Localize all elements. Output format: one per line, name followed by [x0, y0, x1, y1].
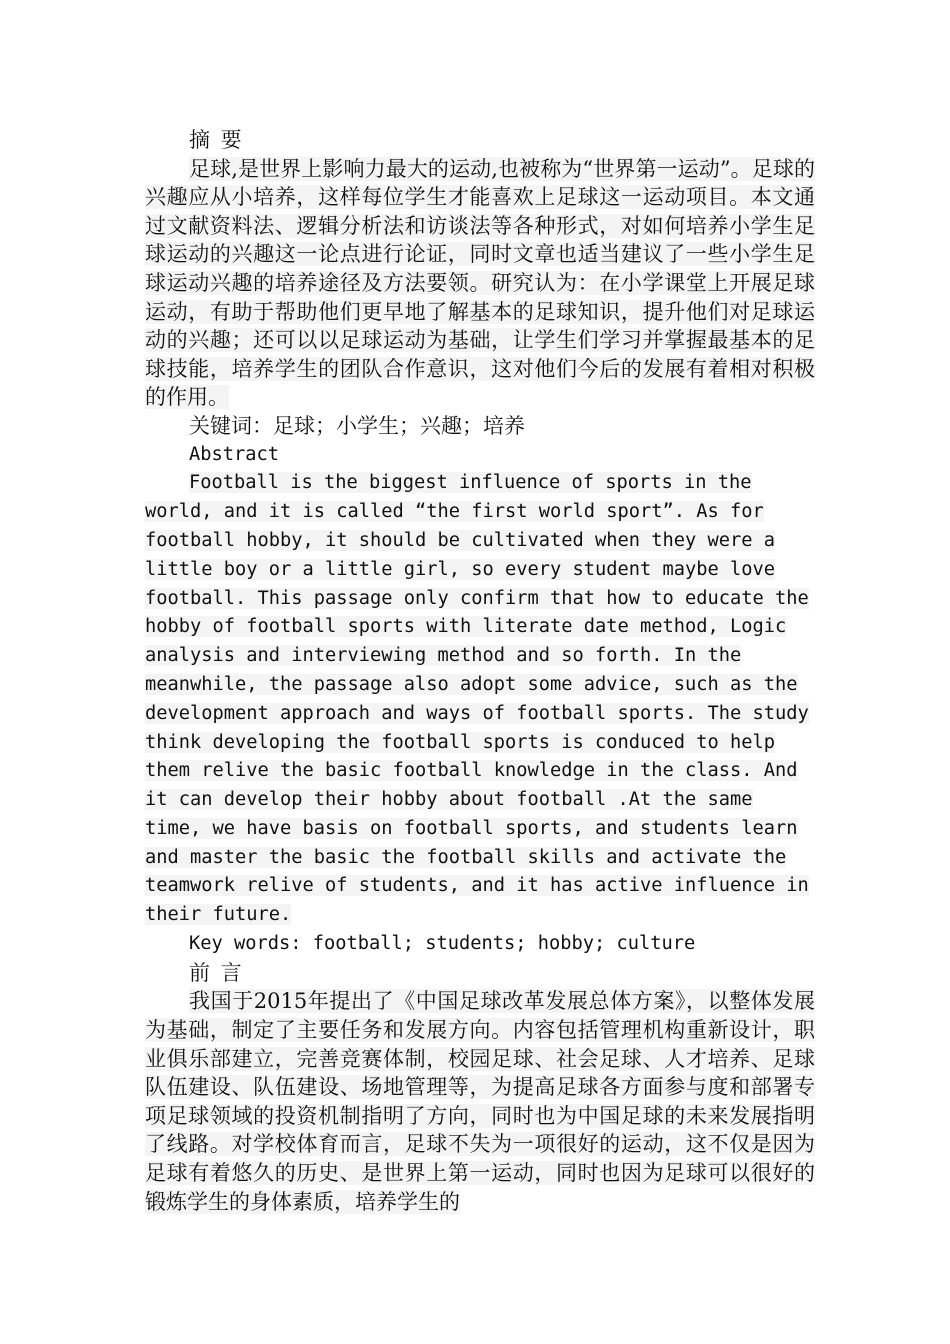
abstract-cn-text: 足球,是世界上影响力最大的运动,也被称为“世界第一运动”。足球的兴趣应从小培养，这样每位学生才能喜欢上足球这一运动项目。本文通过文献资料法、逻辑分析法和访谈法等各种形式，对如何培养小学生足球运动的兴趣这一论点进行论证，同时文章也适当建议了一些小学生足球运动兴趣的培养途径及方法要领。研究认为：在小学课堂上开展足球运动，有助于帮助他们更早地了解基本的足球知识，提升他们对足球运动的兴趣；还可以以足球运动为基础，让学生们学习并掌握最基本的足球技能，培养学生的团队合作意识，这对他们今后的发展有着相对积极的作用。 — [145, 156, 815, 410]
abstract-cn-heading: 摘 要 — [189, 128, 244, 152]
preface-body — [145, 987, 815, 1216]
keywords-en: Key words: football; students; hobby; culture — [189, 933, 696, 955]
document-page — [145, 126, 815, 1216]
abstract-en-body — [145, 469, 815, 930]
preface-heading: 前 言 — [189, 960, 244, 985]
abstract-en-heading: Abstract — [189, 443, 280, 465]
preface-text: 我国于2015年提出了《中国足球改革发展总体方案》，以整体发展为基础，制定了主要任务和发展方向。内容包括管理机构重新设计，职业俱乐部建立，完善竞赛体制，校园足球、社会足球、人才培养、足球队伍建设、队伍建设、场地管理等，为提高足球各方面参与度和部署专项足球领域的投资机制指明了方向，同时也为中国足球的未来发展指明了线路。对学校体育而言，足球不失为一项很好的运动，这不仅是因为足球有着悠久的历史、是世界上第一运动，同时也因为足球可以很好的锻炼学生的身体素质，培养学生的 — [145, 989, 815, 1214]
keywords-cn: 关键词：足球；小学生；兴趣；培养 — [189, 413, 525, 438]
abstract-en-text: Football is the biggest influence of sports in the world, and it is called “the first world sport”. As for football hobby, it should be cultivated when they were a little boy or a little girl, so every student maybe love football. This passage only confirm that how to educate the hobby of football sports with literate date method, Logic analysis and interviewing method and so forth. In the meanwhile, the passage also adopt some advice, such as the development approach and ways of football sports. The study think developing the football sports is conduced to help them relive the basic football knowledge in the class. And it can develop their hobby about football .At the same time, we have basis on football sports, and students learn and master the basic the football skills and activate the teamwork relive of students, and it has active influence in their future. — [145, 472, 809, 926]
abstract-cn-body — [145, 155, 815, 412]
